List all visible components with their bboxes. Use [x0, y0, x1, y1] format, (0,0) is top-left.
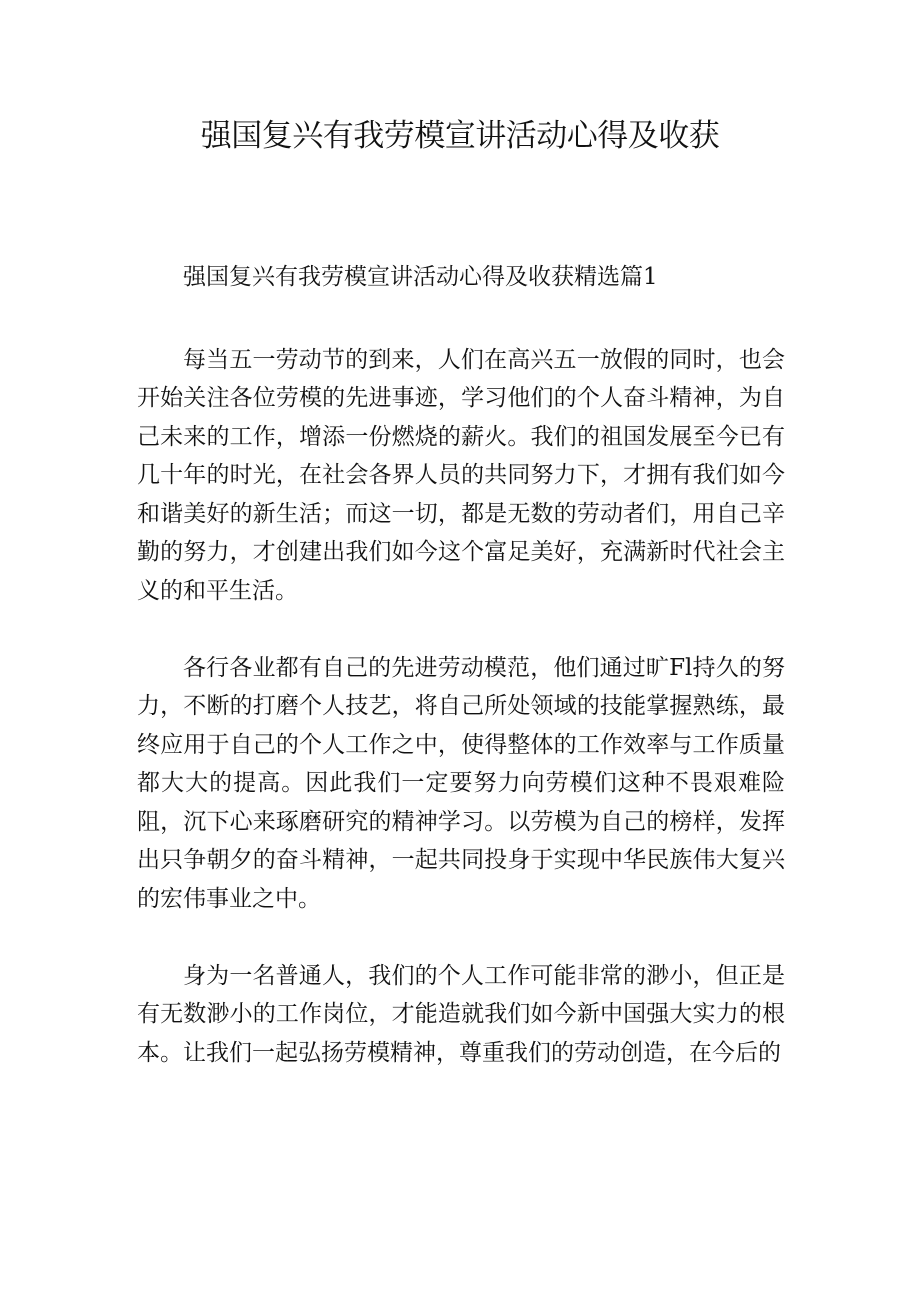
document-body [137, 258, 785, 1072]
paragraph-2: 各行各业都有自己的先进劳动模范，他们通过旷Fl持久的努力，不断的打磨个人技艺，将自己所处领域的技能掌握熟练，最终应用于自己的个人工作之中，使得整体的工作效率与工作质量都大大的提高。因此我们一定要努力向劳模们这种不畏艰难险阻，沉下心来琢磨研究的精神学习。以劳模为自己的榜样，发挥出只争朝夕的奋斗精神，一起共同投身于实现中华民族伟大复兴的宏伟事业之中。 [137, 654, 785, 912]
paragraph-1: 每当五一劳动节的到来，人们在高兴五一放假的同时，也会开始关注各位劳模的先进事迹，学习他们的个人奋斗精神，为自己未来的工作，增添一份燃烧的薪火。我们的祖国发展至今已有几十年的时光，在社会各界人员的共同努力下，才拥有我们如今和谐美好的新生活；而这一切，都是无数的劳动者们，用自己辛勤的努力，才创建出我们如今这个富足美好，充满新时代社会主义的和平生活。 [137, 346, 785, 604]
section-heading: 强国复兴有我劳模宣讲活动心得及收获精选篇1 [183, 264, 658, 290]
document-title: 强国复兴有我劳模宣讲活动心得及收获 [200, 118, 720, 154]
paragraph-3: 身为一名普通人，我们的个人工作可能非常的渺小，但正是有无数渺小的工作岗位，才能造就我们如今新中国强大实力的根本。让我们一起弘扬劳模精神，尊重我们的劳动创造，在今后的 [137, 962, 785, 1066]
